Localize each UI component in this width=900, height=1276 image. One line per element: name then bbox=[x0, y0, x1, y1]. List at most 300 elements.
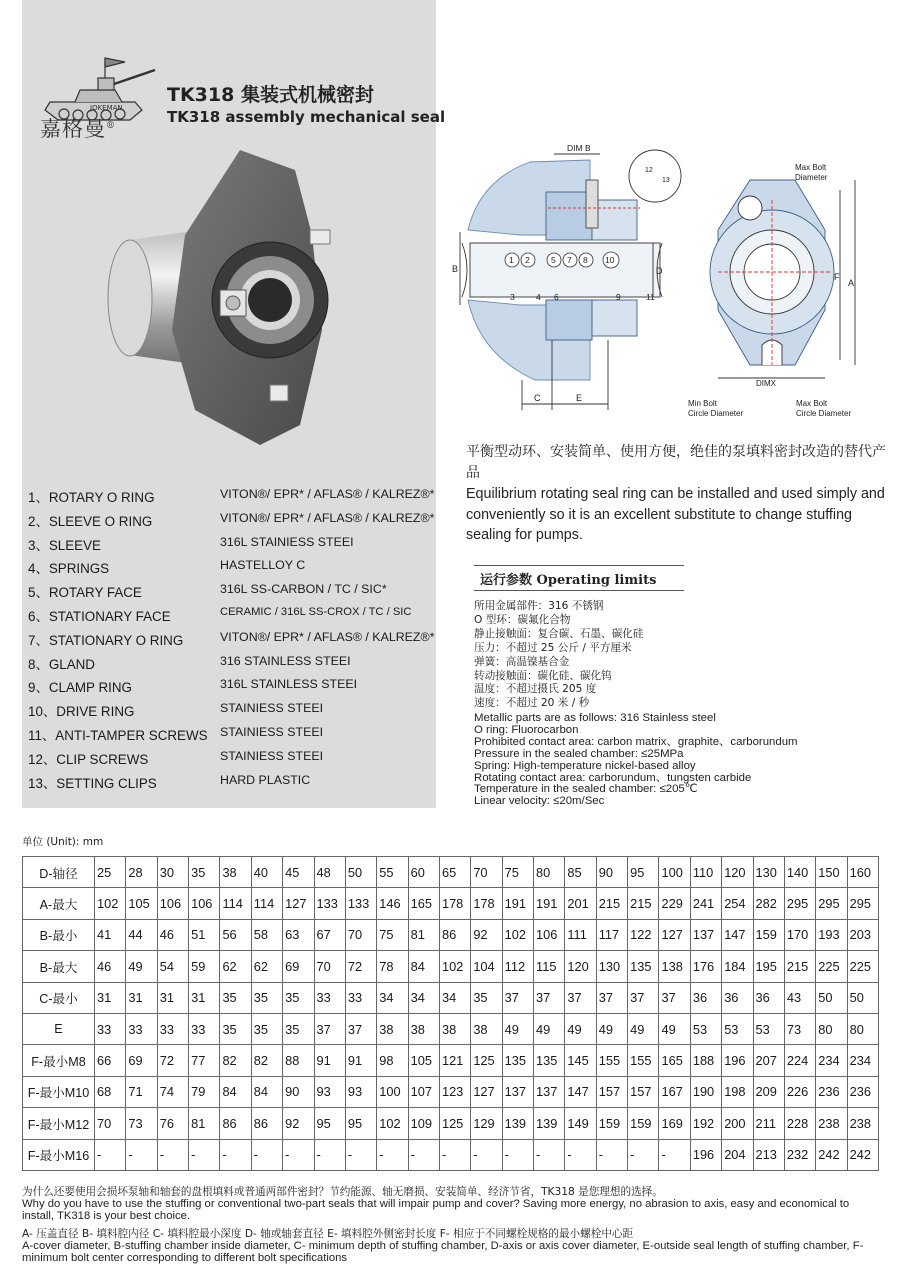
table-cell: 193 bbox=[816, 919, 847, 950]
table-cell: 138 bbox=[659, 951, 690, 982]
table-cell: 30 bbox=[157, 857, 188, 888]
table-row bbox=[23, 1139, 879, 1170]
table-cell: 123 bbox=[439, 1076, 470, 1107]
callout-10: 10 bbox=[605, 255, 615, 265]
table-cell: 196 bbox=[722, 1045, 753, 1076]
table-cell: 84 bbox=[408, 951, 439, 982]
table-cell: 295 bbox=[847, 888, 878, 919]
table-cell: 85 bbox=[565, 857, 596, 888]
table-cell: 160 bbox=[847, 857, 878, 888]
part-row bbox=[28, 558, 448, 582]
table-cell: 33 bbox=[314, 982, 345, 1013]
table-cell: 43 bbox=[784, 982, 815, 1013]
table-cell: 127 bbox=[659, 919, 690, 950]
table-cell: 69 bbox=[126, 1045, 157, 1076]
row-header: F-最小M16 bbox=[23, 1139, 95, 1170]
table-cell: 25 bbox=[95, 857, 126, 888]
table-cell: 75 bbox=[502, 857, 533, 888]
brand-name bbox=[40, 113, 116, 143]
table-cell: 234 bbox=[816, 1045, 847, 1076]
table-cell: 80 bbox=[847, 1013, 878, 1044]
table-cell: 188 bbox=[690, 1045, 721, 1076]
part-row bbox=[28, 535, 448, 559]
op-en-line: Temperature in the sealed chamber: ≤205℃ bbox=[474, 783, 698, 796]
table-cell: 198 bbox=[722, 1076, 753, 1107]
label-b: B bbox=[452, 264, 459, 274]
table-cell: 100 bbox=[377, 1076, 408, 1107]
table-cell: 46 bbox=[157, 919, 188, 950]
table-cell: 112 bbox=[502, 951, 533, 982]
table-cell: 50 bbox=[816, 982, 847, 1013]
table-cell: 49 bbox=[628, 1013, 659, 1044]
table-cell: - bbox=[345, 1139, 376, 1170]
table-cell: 37 bbox=[314, 1013, 345, 1044]
footer-legend-cn: A- 压盖直径 B- 填料腔内径 C- 填料腔最小深度 D- 轴或轴套直径 E- 填料腔外侧密封长度 F- 相应于不同螺栓规格的最小螺栓中心距 bbox=[22, 1228, 634, 1240]
table-cell: 86 bbox=[439, 919, 470, 950]
table-cell: 95 bbox=[345, 1108, 376, 1139]
table-cell: 35 bbox=[251, 982, 282, 1013]
label-c: C bbox=[534, 393, 541, 403]
part-row bbox=[28, 630, 448, 654]
table-cell: 78 bbox=[377, 951, 408, 982]
table-cell: 241 bbox=[690, 888, 721, 919]
table-cell: 37 bbox=[534, 982, 565, 1013]
table-cell: 114 bbox=[220, 888, 251, 919]
table-row bbox=[23, 1108, 879, 1139]
table-cell: 157 bbox=[628, 1076, 659, 1107]
table-cell: 90 bbox=[596, 857, 627, 888]
table-cell: 225 bbox=[847, 951, 878, 982]
table-cell: 76 bbox=[157, 1108, 188, 1139]
part-material: 316L STAINIESS STEEI bbox=[220, 534, 354, 549]
table-cell: 80 bbox=[816, 1013, 847, 1044]
table-cell: 31 bbox=[126, 982, 157, 1013]
table-cell: 35 bbox=[220, 982, 251, 1013]
table-cell: 114 bbox=[251, 888, 282, 919]
table-cell: 69 bbox=[283, 951, 314, 982]
part-row bbox=[28, 606, 448, 630]
callout-12: 12 bbox=[645, 167, 653, 174]
table-cell: 70 bbox=[95, 1108, 126, 1139]
table-cell: 40 bbox=[251, 857, 282, 888]
table-cell: 67 bbox=[314, 919, 345, 950]
table-cell: 90 bbox=[283, 1076, 314, 1107]
table-cell: 110 bbox=[690, 857, 721, 888]
title-en: TK318 assembly mechanical seal bbox=[167, 108, 446, 126]
table-cell: - bbox=[377, 1139, 408, 1170]
op-cn-line: 温度：不超过摄氏 205 度 bbox=[474, 683, 597, 696]
table-cell: 33 bbox=[189, 1013, 220, 1044]
table-cell: 209 bbox=[753, 1076, 784, 1107]
table-cell: 49 bbox=[596, 1013, 627, 1044]
table-cell: 82 bbox=[220, 1045, 251, 1076]
row-header: C-最小 bbox=[23, 982, 95, 1013]
op-cn-line: 转动接触面：碳化硅、碳化钨 bbox=[474, 669, 612, 682]
table-cell: 35 bbox=[251, 1013, 282, 1044]
table-cell: 37 bbox=[596, 982, 627, 1013]
table-cell: 31 bbox=[95, 982, 126, 1013]
table-cell: 86 bbox=[251, 1108, 282, 1139]
table-cell: 117 bbox=[596, 919, 627, 950]
callout-13: 13 bbox=[662, 177, 670, 184]
table-cell: 125 bbox=[439, 1108, 470, 1139]
table-cell: 115 bbox=[534, 951, 565, 982]
table-cell: 133 bbox=[345, 888, 376, 919]
table-cell: 295 bbox=[816, 888, 847, 919]
operating-limits-heading bbox=[474, 565, 684, 591]
table-cell: 130 bbox=[596, 951, 627, 982]
callout-4: 4 bbox=[536, 292, 541, 302]
table-cell: 71 bbox=[126, 1076, 157, 1107]
table-cell: 190 bbox=[690, 1076, 721, 1107]
table-cell: 53 bbox=[690, 1013, 721, 1044]
table-cell: 84 bbox=[220, 1076, 251, 1107]
part-name: 6、STATIONARY FACE bbox=[28, 608, 171, 624]
table-cell: - bbox=[534, 1139, 565, 1170]
table-cell: 80 bbox=[534, 857, 565, 888]
table-cell: 62 bbox=[251, 951, 282, 982]
table-cell: 95 bbox=[314, 1108, 345, 1139]
table-cell: - bbox=[565, 1139, 596, 1170]
description-cn: 平衡型动环、安装简单、使用方便，绝佳的泵填料密封改造的替代产品 bbox=[466, 444, 886, 481]
part-name: 7、STATIONARY O RING bbox=[28, 632, 184, 648]
seal-product-image bbox=[100, 140, 360, 460]
table-cell: 38 bbox=[408, 1013, 439, 1044]
op-en-line: Pressure in the sealed chamber: ≤25MPa bbox=[474, 747, 684, 760]
part-name: 5、ROTARY FACE bbox=[28, 585, 142, 601]
table-cell: 157 bbox=[596, 1076, 627, 1107]
cross-section-view bbox=[460, 150, 681, 410]
table-cell: 45 bbox=[283, 857, 314, 888]
table-cell: 102 bbox=[502, 919, 533, 950]
table-cell: 120 bbox=[565, 951, 596, 982]
label-dimx: DIMX bbox=[756, 379, 776, 388]
table-cell: 92 bbox=[471, 919, 502, 950]
table-cell: 135 bbox=[534, 1045, 565, 1076]
table-cell: 155 bbox=[628, 1045, 659, 1076]
table-cell: 213 bbox=[753, 1139, 784, 1170]
table-cell: 88 bbox=[283, 1045, 314, 1076]
row-header: D-轴径 bbox=[23, 857, 95, 888]
table-cell: - bbox=[659, 1139, 690, 1170]
row-header: F-最小M12 bbox=[23, 1108, 95, 1139]
table-cell: 91 bbox=[345, 1045, 376, 1076]
table-cell: 31 bbox=[157, 982, 188, 1013]
table-row bbox=[23, 1076, 879, 1107]
label-max-bolt-diameter-1: Max Bolt bbox=[795, 163, 827, 172]
table-cell: 50 bbox=[345, 857, 376, 888]
op-en-line: Metallic parts are as follows: 316 Stainless steel bbox=[474, 712, 716, 724]
part-name: 11、ANTI-TAMPER SCREWS bbox=[28, 727, 208, 743]
table-cell: 106 bbox=[189, 888, 220, 919]
part-name: 13、SETTING CLIPS bbox=[28, 775, 157, 791]
table-cell: 93 bbox=[314, 1076, 345, 1107]
op-cn-line: 弹簧：高温镍基合金 bbox=[474, 655, 570, 668]
table-cell: 192 bbox=[690, 1108, 721, 1139]
part-row bbox=[28, 511, 448, 535]
table-cell: 225 bbox=[816, 951, 847, 982]
table-cell: 226 bbox=[784, 1076, 815, 1107]
table-cell: 72 bbox=[157, 1045, 188, 1076]
table-cell: 167 bbox=[659, 1076, 690, 1107]
table-cell: 34 bbox=[377, 982, 408, 1013]
table-cell: 35 bbox=[471, 982, 502, 1013]
table-cell: 77 bbox=[189, 1045, 220, 1076]
table-cell: 54 bbox=[157, 951, 188, 982]
label-max-bolt-circle-1: Max Bolt bbox=[796, 399, 828, 408]
table-cell: 121 bbox=[439, 1045, 470, 1076]
table-cell: 70 bbox=[345, 919, 376, 950]
table-cell: - bbox=[95, 1139, 126, 1170]
table-cell: 70 bbox=[314, 951, 345, 982]
callout-5: 5 bbox=[551, 255, 556, 265]
unit-label: 单位 (Unit): mm bbox=[22, 836, 104, 848]
table-cell: 58 bbox=[251, 919, 282, 950]
table-cell: 81 bbox=[189, 1108, 220, 1139]
table-cell: 62 bbox=[220, 951, 251, 982]
table-cell: 35 bbox=[283, 982, 314, 1013]
part-row bbox=[28, 725, 448, 749]
table-cell: - bbox=[189, 1139, 220, 1170]
table-cell: 91 bbox=[314, 1045, 345, 1076]
table-cell: 191 bbox=[534, 888, 565, 919]
part-material: 316L SS-CARBON / TC / SIC* bbox=[220, 582, 387, 597]
label-max-bolt-diameter-2: Diameter bbox=[795, 173, 828, 182]
table-cell: 107 bbox=[408, 1076, 439, 1107]
seal-dimension-diagram bbox=[450, 140, 880, 430]
part-name: 2、SLEEVE O RING bbox=[28, 513, 153, 529]
callout-1: 1 bbox=[509, 255, 514, 265]
part-name: 4、SPRINGS bbox=[28, 561, 110, 577]
table-cell: 137 bbox=[690, 919, 721, 950]
label-e: E bbox=[576, 393, 583, 403]
row-header: F-最小M10 bbox=[23, 1076, 95, 1107]
table-cell: 135 bbox=[628, 951, 659, 982]
table-cell: 139 bbox=[502, 1108, 533, 1139]
table-cell: 33 bbox=[345, 982, 376, 1013]
table-cell: 63 bbox=[283, 919, 314, 950]
part-row bbox=[28, 677, 448, 701]
table-row bbox=[23, 888, 879, 919]
title-cn: TK318 集装式机械密封 bbox=[167, 84, 374, 106]
table-cell: 159 bbox=[753, 919, 784, 950]
table-cell: 129 bbox=[471, 1108, 502, 1139]
table-row bbox=[23, 919, 879, 950]
table-cell: 93 bbox=[345, 1076, 376, 1107]
table-cell: 224 bbox=[784, 1045, 815, 1076]
table-cell: 127 bbox=[283, 888, 314, 919]
footer-why-cn: 为什么还要使用会损坏泵轴和轴套的盘根填料或普通两部件密封？节约能源、轴无磨损、安装简单、经济节省，TK318 是您理想的选择。 bbox=[22, 1186, 663, 1198]
op-cn-line: 静止接触面：复合碳、石墨、碳化硅 bbox=[474, 627, 644, 640]
table-cell: 60 bbox=[408, 857, 439, 888]
callout-2: 2 bbox=[525, 255, 530, 265]
table-cell: 146 bbox=[377, 888, 408, 919]
table-cell: 215 bbox=[628, 888, 659, 919]
parts-list bbox=[28, 487, 448, 796]
part-name: 8、GLAND bbox=[28, 656, 95, 672]
table-row bbox=[23, 1045, 879, 1076]
table-cell: 203 bbox=[847, 919, 878, 950]
op-en-line: O ring: Fluorocarbon bbox=[474, 723, 579, 736]
part-material: 316 STAINLESS STEEI bbox=[220, 653, 351, 668]
table-cell: 49 bbox=[565, 1013, 596, 1044]
table-row bbox=[23, 1013, 879, 1044]
table-cell: - bbox=[471, 1139, 502, 1170]
label-dim-b: DIM B bbox=[567, 143, 591, 153]
table-cell: 105 bbox=[408, 1045, 439, 1076]
part-material: STAINIESS STEEI bbox=[220, 748, 324, 763]
part-material: STAINIESS STEEI bbox=[220, 724, 324, 739]
label-f: F bbox=[834, 272, 840, 282]
part-row bbox=[28, 701, 448, 725]
table-cell: 95 bbox=[628, 857, 659, 888]
table-cell: 72 bbox=[345, 951, 376, 982]
callout-9: 9 bbox=[616, 292, 621, 302]
table-cell: 238 bbox=[847, 1108, 878, 1139]
table-cell: 38 bbox=[439, 1013, 470, 1044]
table-cell: 215 bbox=[784, 951, 815, 982]
table-cell: - bbox=[251, 1139, 282, 1170]
table-cell: 33 bbox=[157, 1013, 188, 1044]
table-cell: - bbox=[502, 1139, 533, 1170]
table-cell: 70 bbox=[471, 857, 502, 888]
op-en-line: Rotating contact area: carborundum、tungsten carbide bbox=[474, 771, 752, 784]
table-cell: 176 bbox=[690, 951, 721, 982]
table-cell: 44 bbox=[126, 919, 157, 950]
operating-limits-cn bbox=[474, 600, 644, 711]
table-cell: 49 bbox=[126, 951, 157, 982]
table-cell: 28 bbox=[126, 857, 157, 888]
table-cell: 238 bbox=[816, 1108, 847, 1139]
part-material: VITON®/ EPR* / AFLAS® / KALREZ®* bbox=[220, 629, 435, 644]
table-cell: 82 bbox=[251, 1045, 282, 1076]
table-cell: 228 bbox=[784, 1108, 815, 1139]
table-cell: 49 bbox=[502, 1013, 533, 1044]
table-row bbox=[23, 951, 879, 982]
callout-7: 7 bbox=[567, 255, 572, 265]
table-cell: 106 bbox=[534, 919, 565, 950]
op-cn-line: O 型环：碳氟化合物 bbox=[474, 613, 571, 626]
table-cell: 184 bbox=[722, 951, 753, 982]
table-cell: 36 bbox=[722, 982, 753, 1013]
table-cell: 34 bbox=[439, 982, 470, 1013]
part-row bbox=[28, 582, 448, 606]
callout-11: 11 bbox=[646, 292, 655, 302]
table-cell: 50 bbox=[847, 982, 878, 1013]
table-cell: 137 bbox=[502, 1076, 533, 1107]
table-cell: - bbox=[314, 1139, 345, 1170]
table-cell: 38 bbox=[377, 1013, 408, 1044]
table-cell: 49 bbox=[659, 1013, 690, 1044]
table-cell: 127 bbox=[471, 1076, 502, 1107]
part-name: 9、CLAMP RING bbox=[28, 680, 132, 696]
label-min-bolt-circle-2: Circle Diameter bbox=[688, 409, 744, 418]
table-cell: 37 bbox=[345, 1013, 376, 1044]
table-row bbox=[23, 982, 879, 1013]
operating-limits-title: 运行参数 Operating limits bbox=[480, 573, 657, 588]
callout-6: 6 bbox=[554, 292, 559, 302]
part-material: HARD PLASTIC bbox=[220, 772, 311, 787]
table-cell: 98 bbox=[377, 1045, 408, 1076]
row-header: F-最小M8 bbox=[23, 1045, 95, 1076]
table-cell: 137 bbox=[534, 1076, 565, 1107]
part-name: 10、DRIVE RING bbox=[28, 704, 135, 720]
table-cell: 242 bbox=[847, 1139, 878, 1170]
table-cell: 232 bbox=[784, 1139, 815, 1170]
part-material: VITON®/ EPR* / AFLAS® / KALREZ®* bbox=[220, 510, 435, 525]
part-name: 1、ROTARY O RING bbox=[28, 490, 155, 505]
table-cell: 38 bbox=[471, 1013, 502, 1044]
part-material: 316L STAINLESS STEEI bbox=[220, 677, 358, 692]
callout-8: 8 bbox=[583, 255, 588, 265]
table-cell: 65 bbox=[439, 857, 470, 888]
table-cell: 102 bbox=[439, 951, 470, 982]
table-cell: - bbox=[439, 1139, 470, 1170]
op-cn-line: 所用金属部件：316 不锈钢 bbox=[474, 600, 604, 612]
table-cell: 53 bbox=[722, 1013, 753, 1044]
part-name: 3、SLEEVE bbox=[28, 537, 101, 553]
table-cell: 37 bbox=[565, 982, 596, 1013]
table-cell: 211 bbox=[753, 1108, 784, 1139]
table-cell: - bbox=[126, 1139, 157, 1170]
table-cell: 178 bbox=[439, 888, 470, 919]
table-cell: 170 bbox=[784, 919, 815, 950]
table-cell: 46 bbox=[95, 951, 126, 982]
table-cell: 109 bbox=[408, 1108, 439, 1139]
table-cell: 73 bbox=[126, 1108, 157, 1139]
table-cell: 120 bbox=[722, 857, 753, 888]
table-cell: 122 bbox=[628, 919, 659, 950]
table-cell: 33 bbox=[95, 1013, 126, 1044]
table-cell: 178 bbox=[471, 888, 502, 919]
table-cell: 106 bbox=[157, 888, 188, 919]
label-a: A bbox=[848, 278, 855, 288]
table-cell: 201 bbox=[565, 888, 596, 919]
table-cell: 242 bbox=[816, 1139, 847, 1170]
table-cell: 229 bbox=[659, 888, 690, 919]
table-cell: 254 bbox=[722, 888, 753, 919]
table-cell: - bbox=[157, 1139, 188, 1170]
brand-mark: ® bbox=[106, 121, 116, 131]
table-row bbox=[23, 857, 879, 888]
operating-limits-en bbox=[474, 713, 798, 808]
table-cell: 105 bbox=[126, 888, 157, 919]
table-cell: 147 bbox=[722, 919, 753, 950]
table-cell: 74 bbox=[157, 1076, 188, 1107]
table-cell: 37 bbox=[659, 982, 690, 1013]
table-cell: 111 bbox=[565, 919, 596, 950]
logo-text: JOKEMAN bbox=[90, 104, 123, 112]
table-cell: 36 bbox=[690, 982, 721, 1013]
table-cell: 215 bbox=[596, 888, 627, 919]
table-cell: 100 bbox=[659, 857, 690, 888]
table-cell: 37 bbox=[502, 982, 533, 1013]
table-cell: 56 bbox=[220, 919, 251, 950]
table-cell: 191 bbox=[502, 888, 533, 919]
table-cell: 59 bbox=[189, 951, 220, 982]
table-cell: 86 bbox=[220, 1108, 251, 1139]
table-cell: 48 bbox=[314, 857, 345, 888]
table-cell: 125 bbox=[471, 1045, 502, 1076]
table-cell: 55 bbox=[377, 857, 408, 888]
brand-name-text: 嘉格曼 bbox=[40, 117, 106, 141]
table-cell: 236 bbox=[847, 1076, 878, 1107]
table-cell: 79 bbox=[189, 1076, 220, 1107]
table-cell: 35 bbox=[283, 1013, 314, 1044]
table-cell: 150 bbox=[816, 857, 847, 888]
table-cell: 49 bbox=[534, 1013, 565, 1044]
part-row bbox=[28, 749, 448, 773]
